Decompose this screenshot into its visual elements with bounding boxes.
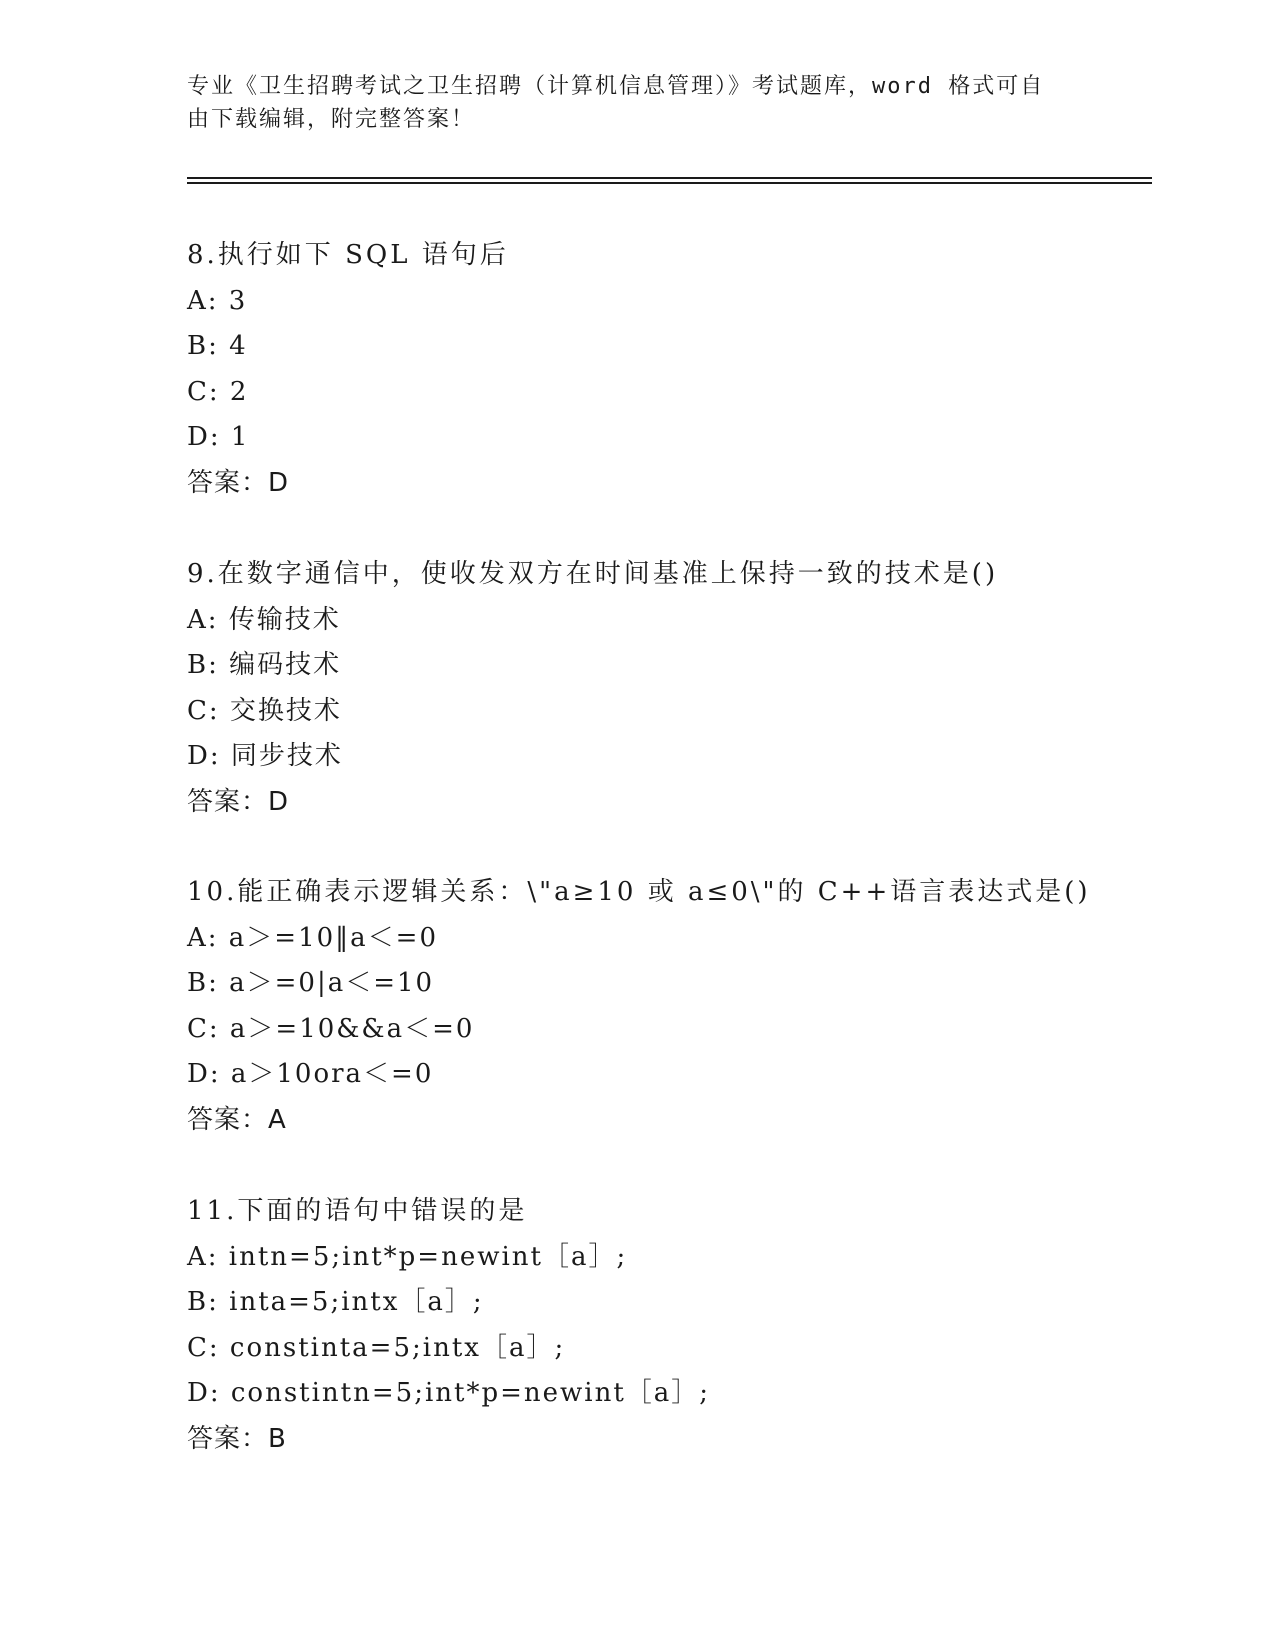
- question-11: [187, 1189, 1187, 1462]
- option-a: A: a＞=10‖a＜=0: [187, 922, 438, 953]
- answer-line: 答案：B: [187, 1423, 287, 1454]
- question-8: [187, 233, 1187, 506]
- header-line-2: 由下载编辑，附完整答案！: [187, 107, 476, 132]
- option-d: D: a＞10ora＜=0: [187, 1059, 434, 1089]
- option-a: A: intn=5;int*p=newint［a］;: [187, 1241, 628, 1272]
- question-9: [187, 552, 1187, 825]
- document-header: [187, 70, 1087, 136]
- option-b: B: a＞=0|a＜=10: [187, 968, 435, 998]
- option-b: B: inta=5;intx［a］;: [187, 1287, 484, 1317]
- header-rule-top: [187, 177, 1152, 179]
- option-c: C: constinta=5;intx［a］;: [187, 1332, 566, 1363]
- option-d: D: constintn=5;int*p=newint［a］;: [187, 1378, 711, 1408]
- option-b: B: 4: [187, 331, 248, 361]
- answer-line: 答案：A: [187, 1104, 287, 1135]
- option-d: D: 1: [187, 422, 250, 452]
- header-line-1: 专业《卫生招聘考试之卫生招聘（计算机信息管理）》考试题库，word 格式可自: [187, 74, 1045, 99]
- question-title: 9.在数字通信中，使收发双方在时间基准上保持一致的技术是(): [187, 559, 999, 589]
- option-a: A: 传输技术: [187, 604, 341, 635]
- option-b: B: 编码技术: [187, 650, 342, 680]
- question-title: 8.执行如下 SQL 语句后: [187, 240, 509, 270]
- option-a: A: 3: [187, 285, 248, 316]
- question-title: 10.能正确表示逻辑关系：\"a≥10 或 a≤0\"的 C++语言表达式是(): [187, 877, 1091, 907]
- option-c: C: 2: [187, 376, 249, 407]
- header-rule-bottom: [187, 182, 1152, 184]
- option-c: C: 交换技术: [187, 695, 342, 726]
- question-title: 11.下面的语句中错误的是: [187, 1196, 528, 1226]
- answer-line: 答案：D: [187, 786, 290, 817]
- option-d: D: 同步技术: [187, 741, 343, 771]
- question-10: [187, 870, 1187, 1143]
- answer-line: 答案：D: [187, 467, 290, 498]
- option-c: C: a＞=10&&a＜=0: [187, 1013, 475, 1044]
